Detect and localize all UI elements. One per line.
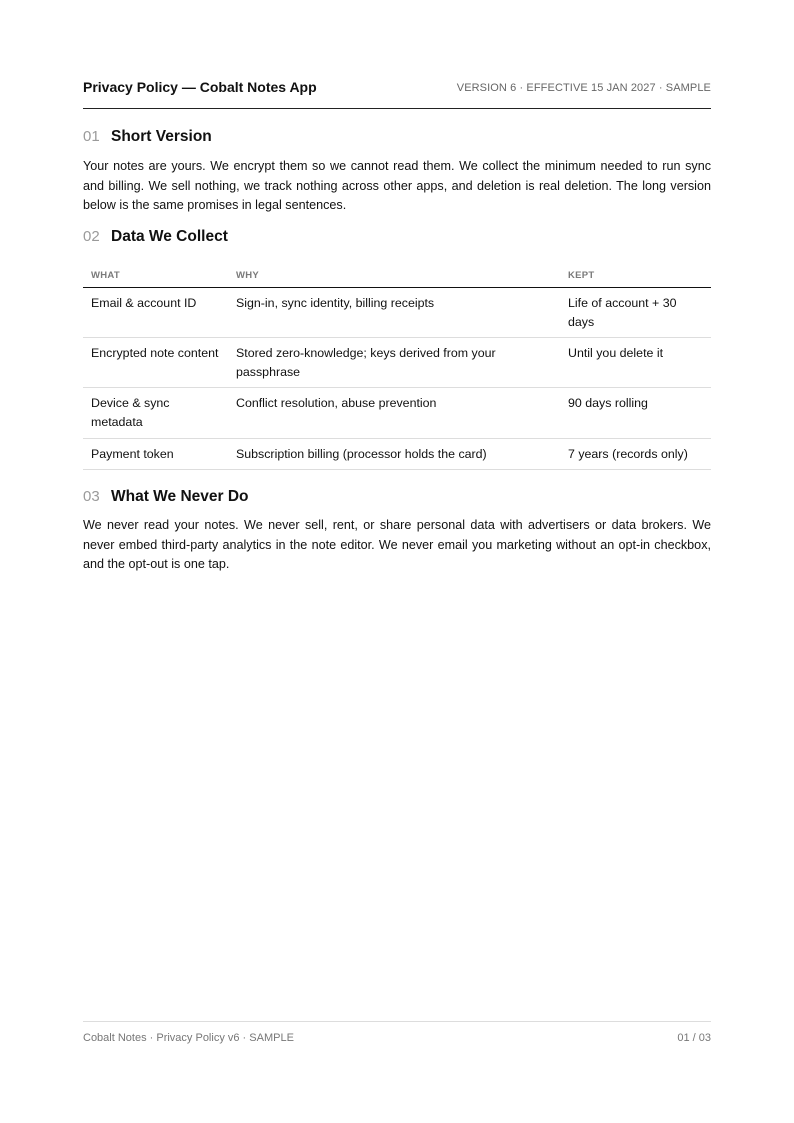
section-title: Data We Collect <box>111 228 228 245</box>
table-cell-what: Encrypted note content <box>83 338 228 388</box>
column-header-kept: KEPT <box>560 263 711 288</box>
table-row <box>83 388 711 438</box>
column-header-why: WHY <box>228 263 560 288</box>
document-page <box>83 0 711 1123</box>
section-heading-short-version <box>83 127 711 149</box>
table-cell-kept: 90 days rolling <box>560 388 711 438</box>
section-title: Short Version <box>111 128 212 145</box>
section-title: What We Never Do <box>111 488 249 505</box>
footer-document-label: Cobalt Notes · Privacy Policy v6 · SAMPLE <box>83 1032 294 1044</box>
table-cell-why: Conflict resolution, abuse prevention <box>228 388 560 438</box>
column-header-what: WHAT <box>83 263 228 288</box>
section-number: 03 <box>83 488 100 505</box>
section-body-short-version: Your notes are yours. We encrypt them so we cannot read them. We collect the minimum needed to run sync and billing. We sell nothing, we track nothing across other apps, and deletion is real deletion. The long version below is the same promises in legal sentences. <box>83 159 711 213</box>
table-cell-what: Email & account ID <box>83 288 228 338</box>
page-number: 01 / 03 <box>677 1032 711 1044</box>
document-header <box>83 78 711 109</box>
table-cell-kept: 7 years (records only) <box>560 438 711 470</box>
data-collection-table <box>83 263 711 470</box>
document-footer <box>83 1021 711 1046</box>
section-number: 02 <box>83 228 100 245</box>
table-cell-why: Sign-in, sync identity, billing receipts <box>228 288 560 338</box>
table-cell-what: Payment token <box>83 438 228 470</box>
table-header-row <box>83 263 711 288</box>
document-title: Privacy Policy — Cobalt Notes App <box>83 79 317 95</box>
table-cell-kept: Life of account + 30 days <box>560 288 711 338</box>
document-version-meta: VERSION 6 · EFFECTIVE 15 JAN 2027 · SAMPLE <box>456 82 711 94</box>
table-cell-why: Stored zero-knowledge; keys derived from your passphrase <box>228 338 560 388</box>
table-row <box>83 288 711 338</box>
section-heading-what-we-never-do <box>83 487 711 509</box>
section-heading-data-we-collect <box>83 227 711 249</box>
table-cell-why: Subscription billing (processor holds the card) <box>228 438 560 470</box>
table-cell-what: Device & sync metadata <box>83 388 228 438</box>
section-number: 01 <box>83 128 100 145</box>
table-row <box>83 338 711 388</box>
table-row <box>83 438 711 470</box>
table-cell-kept: Until you delete it <box>560 338 711 388</box>
section-body-what-we-never-do: We never read your notes. We never sell, rent, or share personal data with advertisers or data brokers. We never embed third-party analytics in the note editor. We never email you marketing without an opt-in checkbox, and the opt-out is one tap. <box>83 518 711 572</box>
